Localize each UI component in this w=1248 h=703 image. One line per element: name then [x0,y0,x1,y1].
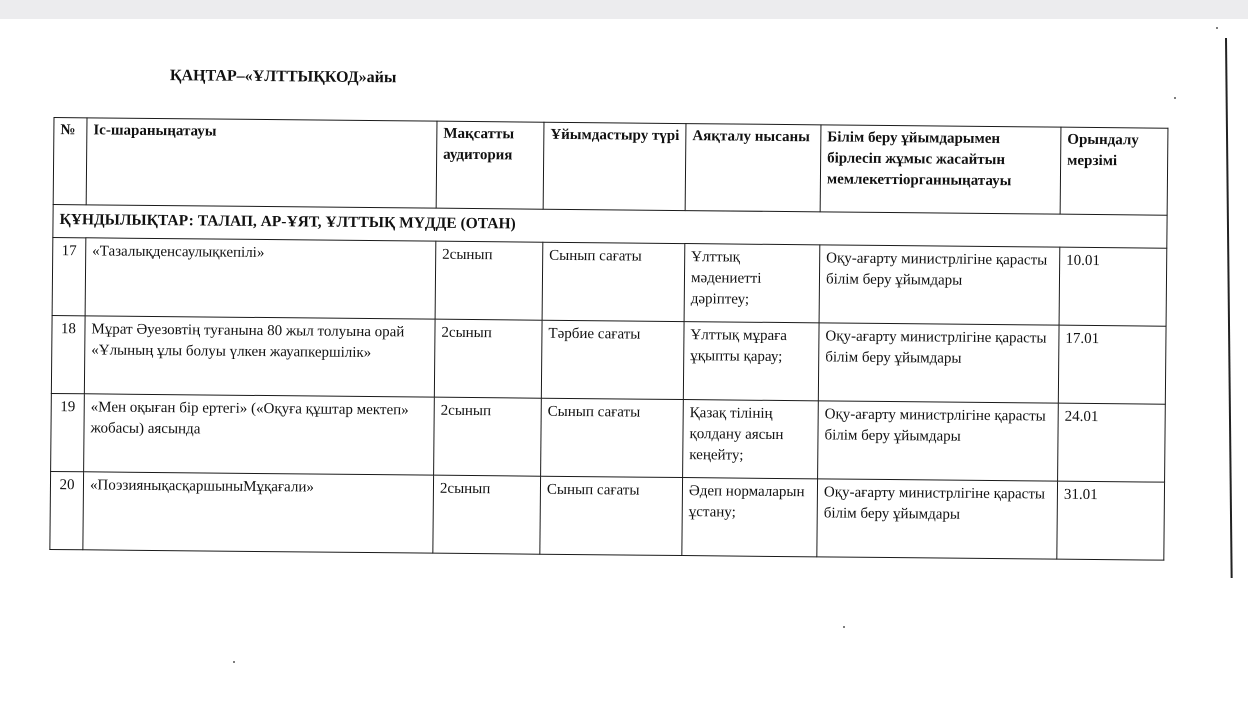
table-header-row [53,118,1168,216]
col-header-completion: Аяқталу нысаны [685,124,821,212]
row-partner: Оқу-ағарту министрлігіне қарасты білім беру ұйымдары [817,479,1058,559]
page-edge-line [1225,38,1233,578]
row-date: 10.01 [1059,247,1167,326]
row-completion: Қазақ тілінің қолдану аясын кеңейту; [683,400,819,479]
row-form: Сынып сағаты [540,476,683,555]
row-partner: Оқу-ағарту министрлігіне қарасты білім беру ұйымдары [818,323,1059,403]
row-number: 18 [51,315,85,393]
document-page [49,66,1184,561]
row-completion: Әдеп нормаларын ұстану; [682,478,818,557]
row-form: Тәрбие сағаты [541,320,684,399]
row-number: 20 [50,471,84,549]
row-completion: Ұлттық мәдениетті дәріптеу; [684,244,820,323]
scanner-top-strip [0,0,1248,19]
event-plan-table [49,117,1168,561]
row-audience: 2сынып [434,397,542,476]
row-partner: Оқу-ағарту министрлігіне қарасты білім беру ұйымдары [819,245,1060,325]
row-number: 17 [52,237,86,315]
document-heading: ҚАҢТАР–«ҰЛТТЫҚКОД»айы [169,67,397,87]
row-event: «ПоэзиянықасқаршыныМұқағали» [83,472,434,553]
row-date: 17.01 [1058,325,1166,404]
col-header-number: № [53,118,87,205]
col-header-event: Іс-шараныңатауы [86,118,437,208]
col-header-audience: Мақсатты аудитория [436,121,544,209]
section-title: ҚҰНДЫЛЫҚТАР: ТАЛАП, АР-ҰЯТ, ҰЛТТЫҚ МҮДДЕ (ОТАН) [53,204,1167,248]
row-audience: 2сынып [435,241,543,320]
scan-speck [233,661,235,663]
row-event: «Мен оқыған бір ертегі» («Оқуға құштар мектеп» жобасы) аясында [84,394,435,475]
row-form: Сынып сағаты [541,398,684,477]
row-date: 31.01 [1057,481,1165,560]
table-row [52,237,1167,326]
col-header-form: Ұйымдастыру түрі [543,122,686,210]
row-completion: Ұлттық мұраға ұқыпты қарау; [683,322,819,401]
row-event: «Тазалықденсаулықкепілі» [85,238,436,319]
row-date: 24.01 [1058,403,1166,482]
col-header-date: Орындалу мерзімі [1060,127,1168,215]
table-row [51,393,1166,482]
col-header-partner: Білім беру ұйымдарымен бірлесіп жұмыс жасайтын мемлекеттіорганныңатауы [820,125,1061,214]
scan-speck [1216,27,1218,29]
row-event: Мұрат Әуезовтің туғанына 80 жыл толуына орай «Ұлының ұлы болуы үлкен жауапкершілік» [84,316,435,397]
row-audience: 2сынып [434,319,542,398]
row-partner: Оқу-ағарту министрлігіне қарасты білім беру ұйымдары [818,401,1059,481]
table-row [50,471,1165,560]
table-row [51,315,1166,404]
row-number: 19 [51,393,85,471]
scan-speck [843,626,845,628]
row-audience: 2сынып [433,475,541,554]
row-form: Сынып сағаты [542,242,685,321]
